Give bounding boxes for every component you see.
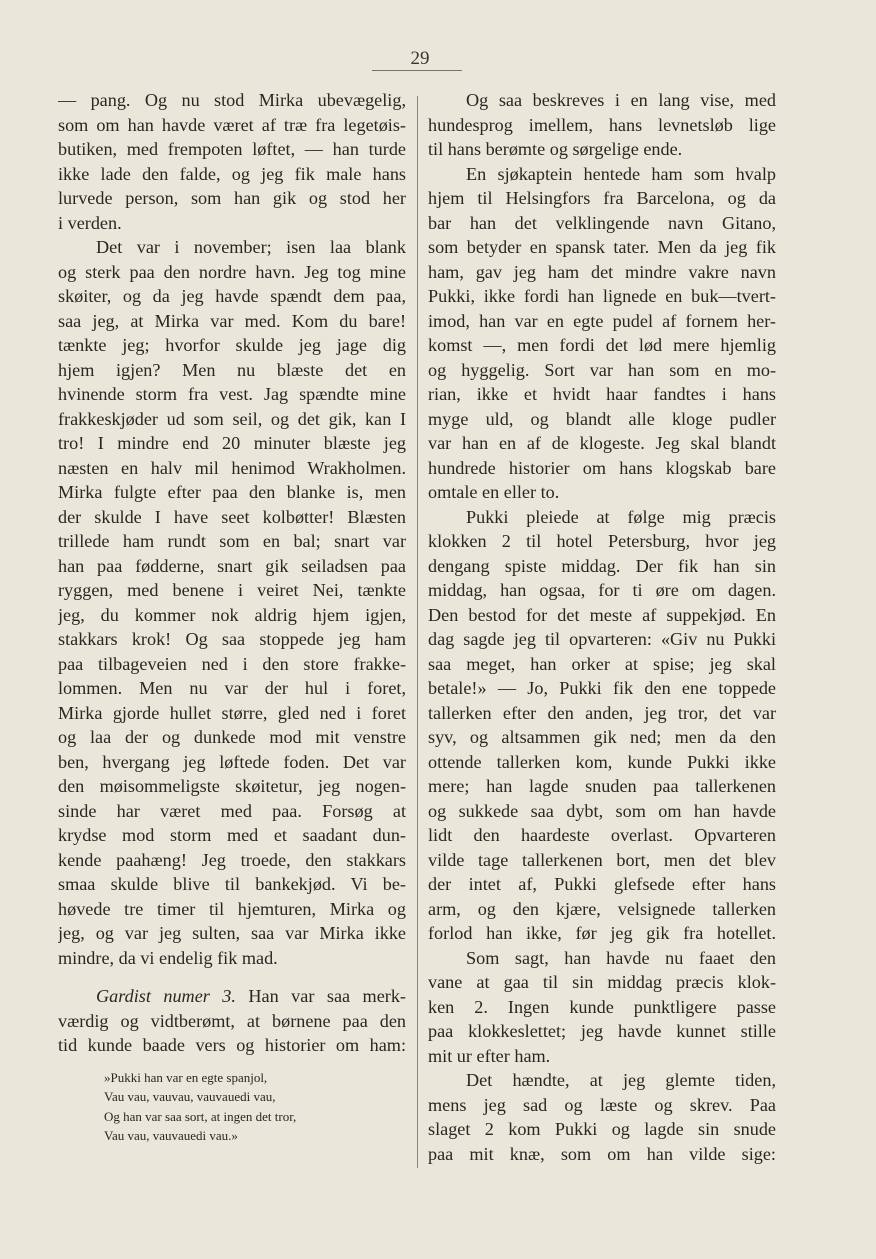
- text-line: han paa fødderne, snart gik seiladsen paa: [58, 555, 406, 576]
- text-line: hjem til Helsingfors fra Barcelona, og da: [428, 188, 776, 208]
- left-paragraph-1: [58, 88, 406, 235]
- section-heading: Gardist numer 3.: [96, 986, 236, 1006]
- column-divider: [417, 96, 418, 1168]
- text-line: vilde tage tallerkenen bort, men det blev: [428, 849, 776, 870]
- text-line: og sterk paa den nordre havn. Jeg tog mine: [58, 261, 406, 282]
- text-line: kende paahæng! Jeg troede, den stakkars: [58, 849, 406, 870]
- verse-block: [58, 1068, 406, 1146]
- text-line: som betyder en spansk tater. Men da jeg fik: [428, 237, 776, 257]
- text-line: omtale en eller to.: [428, 482, 560, 502]
- text-line: og sukkede saa dybt, som om han havde: [428, 800, 776, 821]
- text-line: vane at gaa til sin middag præcis klok-: [428, 972, 776, 992]
- text-line: bar han det velklingende navn Gitano,: [428, 212, 776, 233]
- text-line: mens jeg sad og læste og skrev. Paa: [428, 1094, 776, 1115]
- text-line: tænkte jeg; hvorfor skulde jeg jage dig: [58, 335, 406, 355]
- text-line: Og saa beskreves i en lang vise, med: [466, 90, 776, 110]
- text-line: myge uld, og blandt alle kloge pudler: [428, 408, 776, 429]
- text-line: Som sagt, han havde nu faaet den: [466, 947, 776, 968]
- text-line: næsten en halv mil henimod Wrakholmen.: [58, 457, 406, 478]
- text-line: lidt den haardeste overlast. Opvarteren: [428, 825, 776, 845]
- text-line: hvinende storm fra vest. Jag spændte mine: [58, 384, 406, 404]
- text-line: og hyggelig. Sort var han som en mo-: [428, 359, 776, 380]
- text-line: betale!» — Jo, Pukki fik den ene toppede: [428, 678, 776, 698]
- text-line: [58, 984, 406, 1009]
- text-line: stakkars krok! Og saa stoppede jeg ham: [58, 629, 406, 649]
- text-line: frakkeskjøder ud som seil, og det gik, kan I: [58, 408, 406, 429]
- right-paragraph-1: [428, 88, 776, 162]
- text-line: slaget 2 kom Pukki og lagde sin snude: [428, 1119, 776, 1139]
- text-line: som om han havde været af træ fra legetøis-: [58, 114, 406, 135]
- text-line: der intet af, Pukki glefsede efter hans: [428, 874, 776, 894]
- verse-line: Vau vau, vauvauedi vau.»: [104, 1128, 238, 1143]
- verse-line: Og han var saa sort, at ingen det tror,: [104, 1108, 297, 1124]
- right-paragraph-3: [428, 505, 776, 1069]
- text-line: En sjøkaptein hentede ham som hvalp: [466, 163, 776, 184]
- text-line: ben, hvergang jeg løftede foden. Det var: [58, 751, 406, 772]
- text-line: lurvede person, som han gik og stod her: [58, 188, 406, 208]
- text-line: ottende tallerken kom, kunde Pukki ikke: [428, 751, 776, 772]
- right-column: [428, 88, 776, 1166]
- text-line: paa klokkeslettet; jeg havde kunnet stille: [428, 1021, 776, 1041]
- text-line: tro! I mindre end 20 minuter blæste jeg: [58, 433, 406, 453]
- text-line: jeg, du kommer nok aldrig hjem igjen,: [58, 604, 406, 625]
- text-line: saa meget, han orker at spise; jeg skal: [428, 653, 776, 674]
- text-line: saa jeg, at Mirka var med. Kom du bare!: [58, 310, 406, 331]
- text-line: høvede tre timer til hjemturen, Mirka og: [58, 898, 406, 919]
- text-line: paa tilbageveien ned i den store frakke-: [58, 653, 406, 674]
- text-line: hundrede historier om hans klogskab bare: [428, 457, 776, 478]
- text-line: ikke lade den falde, og jeg fik male hans: [58, 163, 406, 184]
- heading-continuation: Han var saa merk-: [235, 986, 406, 1006]
- text-line: komst —, men fordi det lød mere hjemlig: [428, 335, 776, 355]
- text-line: og laa der og dunkede mod mit venstre: [58, 727, 406, 747]
- text-line: værdig og vidtberømt, at børnene paa den: [58, 1010, 406, 1031]
- text-line: syv, og altsammen gik ned; men da den: [428, 727, 776, 747]
- text-line: sinde har været med paa. Forsøg at: [58, 800, 406, 821]
- text-line: der skulde I have seet kolbøtter! Blæsten: [58, 506, 406, 527]
- text-line: ryggen, med benene i veiret Nei, tænkte: [58, 580, 406, 600]
- text-line: forlod han ikke, før jeg gik fra hotellet.: [428, 923, 776, 943]
- text-line: rian, ikke et hvidt haar fandtes i hans: [428, 384, 776, 404]
- header-rule: [372, 70, 462, 71]
- text-line: Pukki, ikke fordi han lignede en buk—tvert-: [428, 286, 776, 306]
- text-line: tid kunde baade vers og historier om ham:: [58, 1035, 406, 1055]
- text-line: ham, gav jeg ham det mindre vakre navn: [428, 261, 776, 282]
- text-line: i verden.: [58, 212, 122, 233]
- text-line: skøiter, og da jeg havde spændt dem paa,: [58, 286, 406, 306]
- text-line: jeg, og var jeg sulten, saa var Mirka ikke: [58, 923, 406, 943]
- text-line: — pang. Og nu stod Mirka ubevægelig,: [58, 90, 406, 110]
- text-line: dengang spiste middag. Der fik han sin: [428, 555, 776, 576]
- left-paragraph-3: [58, 984, 406, 1058]
- text-line: Det hændte, at jeg glemte tiden,: [466, 1070, 776, 1090]
- left-paragraph-2: [58, 235, 406, 970]
- text-line: til hans berømte og sørgelige ende.: [428, 139, 683, 159]
- text-line: Pukki pleiede at følge mig præcis: [466, 506, 776, 527]
- text-line: paa mit knæ, som om han vilde sige:: [428, 1143, 776, 1164]
- text-line: Mirka gjorde hullet større, gled ned i foret: [58, 702, 406, 723]
- text-line: imod, han var en egte pudel af fornem her-: [428, 310, 776, 331]
- left-column: [58, 88, 406, 1146]
- text-line: hjem igjen? Men nu blæste det en: [58, 359, 406, 380]
- text-line: mit ur efter ham.: [428, 1045, 551, 1066]
- text-line: tallerken efter den anden, jeg tror, det var: [428, 702, 776, 723]
- text-line: middag, han ogsaa, for ti øre om dagen.: [428, 580, 776, 600]
- text-line: trillede ham rundt som en bal; snart var: [58, 531, 406, 551]
- text-line: Den bestod for det meste af suppekjød. En: [428, 604, 776, 625]
- paragraph-gap: [58, 1058, 406, 1068]
- text-line: Det var i november; isen laa blank: [96, 237, 406, 257]
- verse-line: »Pukki han var en egte spanjol,: [104, 1069, 268, 1085]
- text-line: smaa skulde blive til bankekjød. Vi be-: [58, 874, 406, 894]
- text-line: mere; han lagde snuden paa tallerkenen: [428, 776, 776, 796]
- text-line: dag sagde jeg til opvarteren: «Giv nu Pukki: [428, 629, 776, 649]
- text-line: den møisommeligste skøitetur, jeg nogen-: [58, 776, 406, 796]
- text-line: ken 2. Ingen kunde punktligere passe: [428, 996, 776, 1017]
- text-line: hundesprog imellem, hans levnetsløb lige: [428, 114, 776, 135]
- page-number: 29: [410, 48, 430, 69]
- text-line: klokken 2 til hotel Petersburg, hvor jeg: [428, 531, 776, 551]
- verse-line: Vau vau, vauvau, vauvauedi vau,: [104, 1089, 276, 1104]
- text-line: Mirka fulgte efter paa den blanke is, men: [58, 482, 406, 502]
- text-line: mindre, da vi endelig fik mad.: [58, 947, 278, 968]
- text-line: arm, og den kjære, velsignede tallerken: [428, 898, 776, 919]
- right-paragraph-2: [428, 162, 776, 505]
- right-paragraph-4: [428, 1068, 776, 1166]
- paragraph-gap: [58, 970, 406, 984]
- text-line: lommen. Men nu var der hul i foret,: [58, 678, 406, 698]
- text-line: krydse mod storm med et saadant dun-: [58, 825, 406, 845]
- text-line: butiken, med frempoten løftet, — han turde: [58, 139, 406, 159]
- text-line: var han en af de klogeste. Jeg skal blandt: [428, 433, 776, 453]
